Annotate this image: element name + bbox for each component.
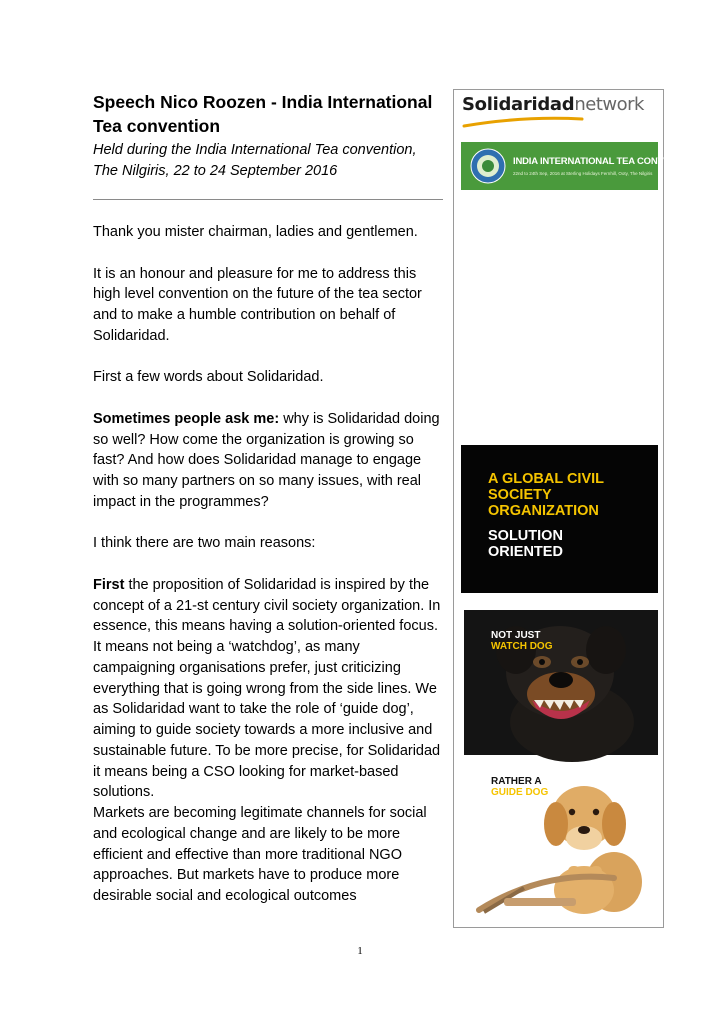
logo-swoosh-icon xyxy=(462,116,662,128)
pup-label-2: GUIDE DOG xyxy=(491,787,549,798)
paragraph-question xyxy=(93,409,445,513)
page-subtitle: Held during the India International Tea convention, The Nilgiris, 22 to 24 September 2016 xyxy=(93,142,417,179)
bold-first: First xyxy=(93,576,125,593)
paragraph-first xyxy=(93,575,445,803)
panel-line-1: A GLOBAL CIVIL xyxy=(488,471,604,487)
dog-label-1: NOT JUST xyxy=(491,630,541,641)
watch-dog-image xyxy=(464,610,658,755)
panel-line-5: ORIENTED xyxy=(488,544,563,560)
divider xyxy=(93,199,443,200)
civil-society-panel xyxy=(461,445,658,593)
pup-label-1: RATHER A xyxy=(491,776,542,787)
banner-subtitle: 22nd to 24th Sep, 2016 at Sterling Holidays Fernhill, Ooty, The Nilgiris xyxy=(513,171,653,176)
panel-line-2: SOCIETY xyxy=(488,487,552,503)
image-sidebar xyxy=(453,89,699,928)
paragraph-intro: First a few words about Solidaridad. xyxy=(93,369,324,386)
solidaridad-logo xyxy=(462,94,660,130)
speech-body xyxy=(93,222,445,907)
page-number: 1 xyxy=(357,945,363,957)
panel-line-3: ORGANIZATION xyxy=(488,503,599,519)
paragraph-greeting: Thank you mister chairman, ladies and gentlemen. xyxy=(93,224,418,240)
logo-wordmark-bold: Solidaridad xyxy=(462,94,575,115)
paragraph-first-text: the proposition of Solidaridad is inspired by the concept of a 21-st century civil society organization. In essence, this means having a solution-oriented focus. It means not being a ‘watchdog’, as many campaigning organisations prefer, just criticizing everything that is going wrong from the side lines. We as Solidaridad want to take the role of ‘guide dog’, aiming to guide society towards a more inclusive and sustainable future. To be more precise, for Solidaridad it means being a CSO looking for market-based solutions. xyxy=(93,576,441,801)
logo-wordmark-light: network xyxy=(574,94,644,115)
header-block xyxy=(93,90,445,182)
dog-label-2: WATCH DOG xyxy=(491,641,553,652)
paragraph-reasons: I think there are two main reasons: xyxy=(93,535,316,552)
tea-convention-banner xyxy=(461,142,699,190)
convention-emblem-icon xyxy=(469,147,507,185)
paragraph-honour: It is an honour and pleasure for me to address this high level convention on the future of the tea sector and to make a humble contribution on behalf of Solidaridad. xyxy=(93,265,422,344)
guide-dog-image xyxy=(464,770,658,920)
panel-line-4: SOLUTION xyxy=(488,528,563,544)
banner-title: INDIA INTERNATIONAL TEA CONVENTION xyxy=(513,156,699,167)
paragraph-markets: Markets are becoming legitimate channels for social and ecological change and are likely to be more efficient and effective than more traditional NGO approaches. But markets have to produce more desirable social and ecological outcomes xyxy=(93,805,427,904)
paragraph-question-text: why is Solidaridad doing so well? How come the organization is growing so fast? And how does Solidaridad manage to engage with so many partners on so many issues, with real impact in the programmes? xyxy=(93,410,440,510)
bold-lead: Sometimes people ask me: xyxy=(93,410,280,427)
page-title: Speech Nico Roozen - India International Tea convention xyxy=(93,92,433,136)
